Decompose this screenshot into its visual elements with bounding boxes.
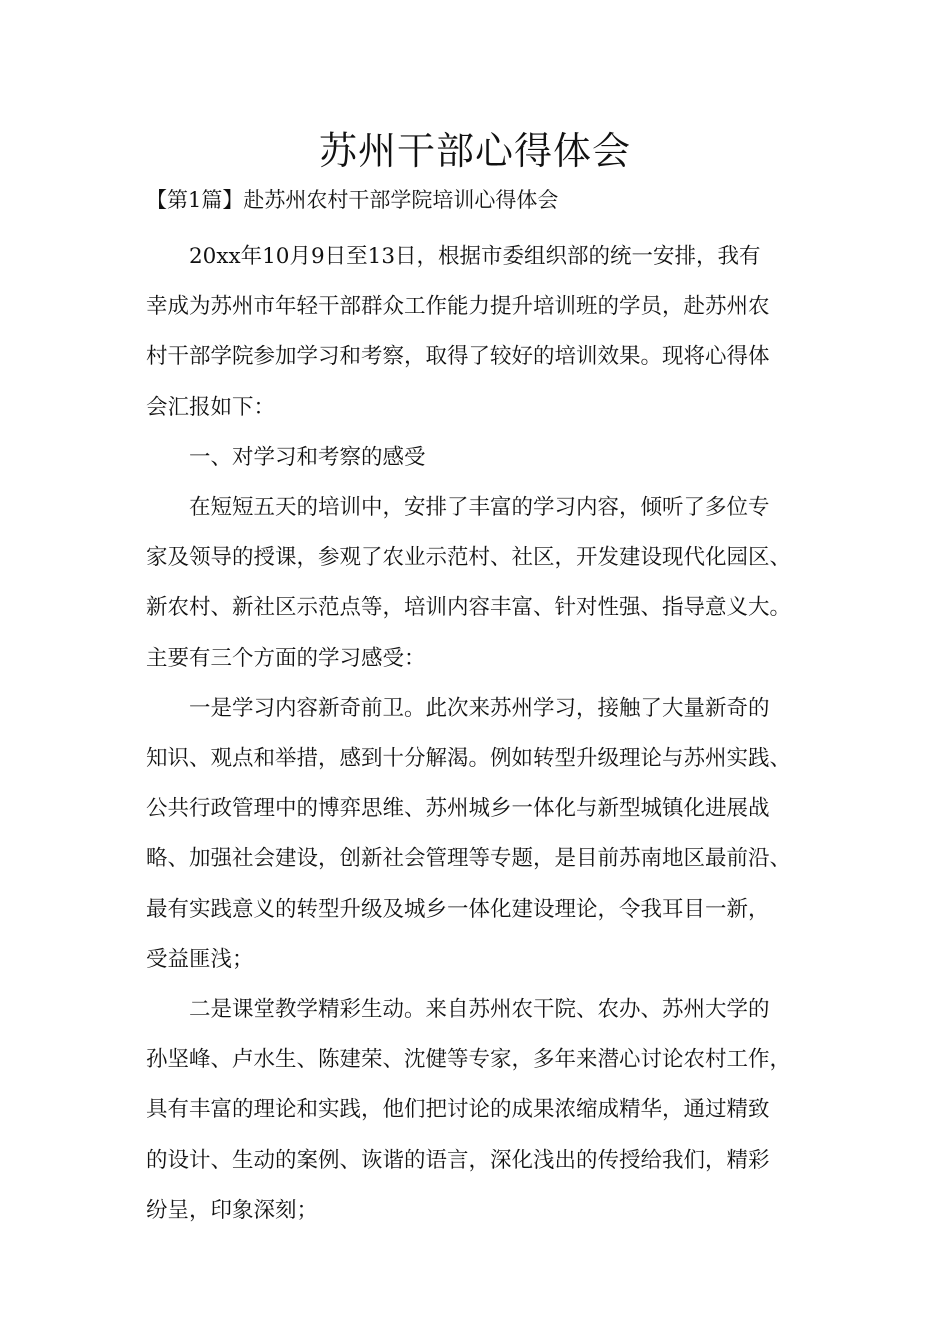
paragraph-line: 新农村、新社区示范点等，培训内容丰富、针对性强、指导意义大。 [146,595,792,621]
paragraph-line: 知识、观点和举措，感到十分解渴。例如转型升级理论与苏州实践、 [146,746,792,772]
paragraph-line: 在短短五天的培训中，安排了丰富的学习内容，倾听了多位专 [189,495,770,521]
document-body [146,232,816,1236]
document-subtitle: 【第1篇】赴苏州农村干部学院培训心得体会 [146,188,559,212]
paragraph-line: 的设计、生动的案例、诙谐的语言，深化浅出的传授给我们，精彩 [146,1147,770,1173]
paragraph-line: 公共行政管理中的博弈思维、苏州城乡一体化与新型城镇化进展战 [146,796,770,822]
paragraph-line: 幸成为苏州市年轻干部群众工作能力提升培训班的学员，赴苏州农 [146,294,770,320]
paragraph-line: 二是课堂教学精彩生动。来自苏州农干院、农办、苏州大学的 [189,997,770,1023]
paragraph-line: 具有丰富的理论和实践，他们把讨论的成果浓缩成精华，通过精致 [146,1097,770,1123]
paragraph-line: 20xx年10月9日至13日，根据市委组织部的统一安排，我有 [189,244,761,269]
paragraph-line: 村干部学院参加学习和考察，取得了较好的培训效果。现将心得体 [146,344,770,370]
paragraph-line: 会汇报如下： [146,394,276,420]
paragraph-intro [146,232,816,433]
paragraph-line: 纷呈，印象深刻； [146,1197,319,1223]
paragraph-point-two [146,985,816,1236]
paragraph-line: 孙坚峰、卢水生、陈建荣、沈健等专家，多年来潜心讨论农村工作， [146,1047,792,1073]
paragraph-line: 主要有三个方面的学习感受： [146,645,426,671]
document-title: 苏州干部心得体会 [318,129,631,173]
paragraph-line: 最有实践意义的转型升级及城乡一体化建设理论，令我耳目一新， [146,896,770,922]
paragraph-line: 受益匪浅； [146,946,254,972]
paragraph-line: 家及领导的授课，参观了农业示范村、社区，开发建设现代化园区、 [146,545,792,571]
paragraph-overview [146,483,816,684]
paragraph-line: 一是学习内容新奇前卫。此次来苏州学习，接触了大量新奇的 [189,695,770,721]
paragraph-line: 略、加强社会建设，创新社会管理等专题，是目前苏南地区最前沿、 [146,846,792,872]
paragraph-line: 一、对学习和考察的感受 [189,444,426,470]
paragraph-point-one [146,684,816,985]
section-heading [146,433,816,483]
